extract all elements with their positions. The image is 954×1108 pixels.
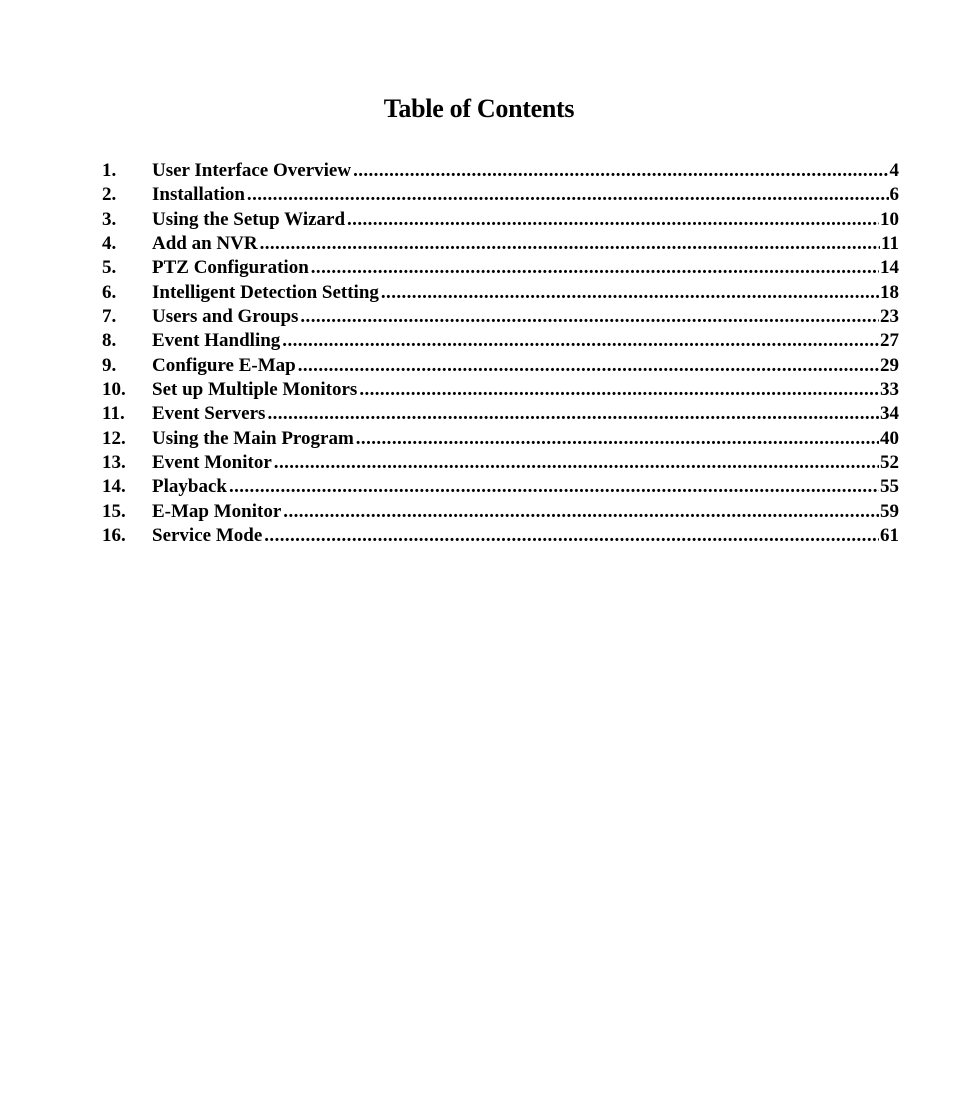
page-title: Table of Contents [383,94,575,123]
toc-dot-leader [359,378,879,402]
toc-entry-number: 4. [102,233,117,255]
toc-entry-number: 11. [102,403,125,425]
toc-dot-leader [353,159,888,183]
toc-dot-leader [347,208,879,232]
toc-entry-number: 14. [102,476,126,498]
toc-entry-number: 8. [102,330,117,352]
toc-entry-title[interactable]: Event Servers [152,403,266,425]
toc-entry-number: 9. [102,354,117,376]
toc-entry-title[interactable]: Service Mode [152,525,263,547]
toc-entry[interactable] [102,208,899,232]
toc-entry-page[interactable]: 10 [880,208,899,230]
toc-entry-title[interactable]: PTZ Configuration [152,257,309,279]
toc-entry-number: 7. [102,306,117,328]
toc-list [102,159,899,549]
toc-entry[interactable] [102,159,899,183]
toc-entry[interactable] [102,354,899,378]
toc-entry-page[interactable]: 29 [880,354,899,376]
toc-entry-page[interactable]: 52 [880,452,899,474]
toc-entry-page[interactable]: 18 [880,281,899,303]
toc-entry-number: 6. [102,281,117,303]
toc-dot-leader [264,524,879,548]
toc-dot-leader [260,232,880,256]
toc-entry[interactable] [102,232,899,256]
toc-dot-leader [274,451,879,475]
toc-entry[interactable] [102,475,899,499]
toc-entry-page[interactable]: 14 [880,257,899,279]
toc-entry-number: 12. [102,427,126,449]
toc-entry-number: 10. [102,379,126,401]
toc-entry[interactable] [102,427,899,451]
toc-entry-title[interactable]: Set up Multiple Monitors [152,379,358,401]
toc-entry-page[interactable]: 11 [881,233,899,255]
toc-entry-number: 5. [102,257,117,279]
toc-entry[interactable] [102,281,899,305]
toc-entry-title[interactable]: User Interface Overview [152,160,352,181]
toc-entry[interactable] [102,524,899,548]
toc-entry[interactable] [102,451,899,475]
toc-entry[interactable] [102,329,899,353]
toc-dot-leader [356,427,879,451]
toc-entry-number: 2. [102,184,117,206]
toc-entry-page[interactable]: 6 [889,184,899,206]
toc-entry-title[interactable]: Playback [152,476,227,498]
toc-entry-page[interactable]: 4 [889,160,899,181]
toc-dot-leader [311,256,879,280]
toc-entry-page[interactable]: 61 [880,525,899,547]
toc-dot-leader [283,500,879,524]
toc-entry-title[interactable]: Event Handling [152,330,281,352]
toc-entry[interactable] [102,305,899,329]
toc-entry-title[interactable]: E-Map Monitor [152,500,282,522]
toc-entry-page[interactable]: 59 [880,500,899,522]
toc-entry-page[interactable]: 27 [880,330,899,352]
toc-entry-page[interactable]: 33 [880,379,899,401]
toc-entry-number: 16. [102,525,126,547]
toc-entry-title[interactable]: Configure E-Map [152,354,296,376]
toc-entry-page[interactable]: 55 [880,476,899,498]
toc-entry[interactable] [102,378,899,402]
toc-dot-leader [247,183,889,207]
toc-dot-leader [300,305,879,329]
toc-entry-page[interactable]: 23 [880,306,899,328]
toc-entry[interactable] [102,183,899,207]
toc-entry-title[interactable]: Installation [152,184,245,206]
toc-entry-number: 1. [102,160,117,181]
toc-entry-page[interactable]: 40 [880,427,899,449]
toc-dot-leader [229,475,879,499]
toc-entry[interactable] [102,256,899,280]
toc-entry-number: 3. [102,208,117,230]
toc-entry-title[interactable]: Intelligent Detection Setting [152,281,379,303]
toc-entry-title[interactable]: Using the Setup Wizard [152,208,346,230]
toc-entry-title[interactable]: Using the Main Program [152,427,354,449]
toc-entry-title[interactable]: Event Monitor [152,452,272,474]
toc-entry-number: 15. [102,500,126,522]
toc-dot-leader [282,329,879,353]
toc-dot-leader [298,354,879,378]
toc-entry[interactable] [102,500,899,524]
toc-entry-title[interactable]: Add an NVR [152,233,258,255]
toc-dot-leader [381,281,879,305]
toc-entry-title[interactable]: Users and Groups [152,306,299,328]
toc-entry[interactable] [102,402,899,426]
toc-dot-leader [267,402,879,426]
toc-entry-number: 13. [102,452,126,474]
toc-entry-page[interactable]: 34 [880,403,899,425]
